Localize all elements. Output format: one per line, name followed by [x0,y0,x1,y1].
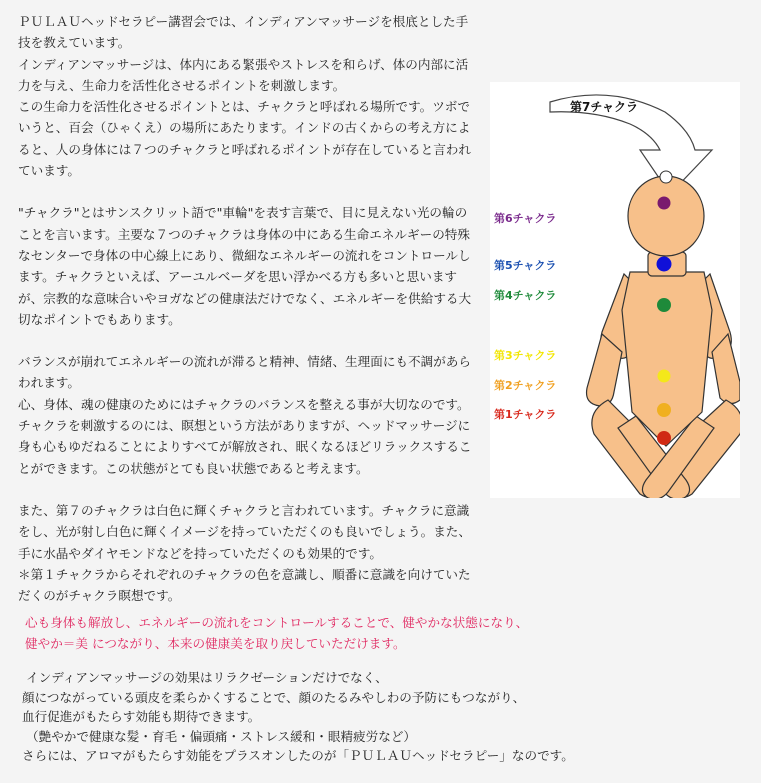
intro-paragraph [18,11,490,181]
balance-paragraph [18,351,490,479]
text-line: 健やか＝美 につながり、本来の健康美を取り戻していただけます。 [25,636,406,652]
chakra-2-dot [657,403,671,417]
text-line: 技を教えています。 [18,35,131,51]
text-line: 血行促進がもたらす効能も期待できます。 [22,709,261,725]
text-line: 力を与え、生命力を活性化させるポイントを刺激します。 [18,77,346,93]
seventh-chakra-paragraph [18,500,490,606]
chakra-1-label: 第1チャクラ [494,408,557,421]
text-line: をし、光が射し白色に輝くイメージを持っていただくのも良いでしょう。また、 [18,524,471,540]
chakra-5-label: 第5チャクラ [494,259,557,272]
text-line: 身も心もゆだねることによりすべてが解放され、眠くなるほどリラックスするこ [18,439,472,455]
text-line: だくのがチャクラ瞑想です。 [18,588,181,604]
text-line: 顔につながっている頭皮を柔らかくすることで、顔のたるみやしわの予防にもつながり、 [22,689,526,705]
text-line: インディアンマッサージは、体内にある緊張やストレスを和らげ、体の内部に活 [18,56,469,72]
text-line: 心も身体も解放し、エネルギーの流れをコントロールすることで、健やかな状態になり、 [25,615,529,630]
chakra-5-dot [657,257,672,272]
text-line: ています。 [18,163,80,179]
chakra-7-label: 第7チャクラ [570,100,638,114]
chakra-6-label: 第6チャクラ [494,212,557,225]
text-line: とができます。この状態がとても良い状態であると考えます。 [18,460,369,476]
head [628,176,704,256]
effects-text [18,668,738,766]
text-line: 切なポイントでもあります。 [18,311,181,327]
text-line: ことを言います。主要な７つのチャクラは身体の中にある生命エネルギーの特殊 [18,226,470,242]
text-line: が、宗教的な意味合いやヨガなどの健康法だけでなく、エネルギーを供給する大 [18,290,472,306]
chakra-4-dot [657,298,671,312]
chakra-6-dot [658,197,671,210]
main-text [18,11,490,606]
chakra-4-label: 第4チャクラ [494,289,557,302]
highlight-text [25,612,725,655]
text-line: 手に水晶やダイヤモンドなどを持っていただくのも効果的です。 [18,545,382,561]
text-line: なセンターで身体の中心線上にあり、微細なエネルギーの流れをコントロールし [18,247,471,263]
chakra-7-dot [660,171,672,183]
text-line: バランスが崩れてエネルギーの流れが滞ると精神、情緒、生理面にも不調があら [18,354,471,370]
text-line: ＰＵＬＡＵヘッドセラピー講習会では、インディアンマッサージを根底とした手 [18,14,469,29]
text-line: インディアンマッサージの効果はリラクゼーションだけでなく、 [26,670,388,685]
text-line: ると、人の身体には７つのチャクラと呼ばれるポイントが存在していると言われ [18,141,471,157]
chakra-1-dot [657,431,671,445]
chakra-3-dot [658,370,671,383]
text-line: また、第７のチャクラは白色に輝くチャクラと言われています。チャクラに意識 [18,502,470,518]
text-line: ＊第１チャクラからそれぞれのチャクラの色を意識し、順番に意識を向けていた [18,566,471,582]
text-line: さらには、アロマがもたらす効能をプラスオンしたのが「ＰＵＬＡＵヘッドセラピー」なのです。 [22,748,574,764]
text-line: いうと、百会（ひゃくえ）の場所にあたります。インドの古くからの考え方によ [18,120,471,136]
text-line: われます。 [18,375,80,391]
text-line: チャクラを刺激するのには、瞑想という方法がありますが、ヘッドマッサージに [18,418,471,434]
chakra-diagram [490,82,740,498]
chakra-2-label: 第2チャクラ [494,379,557,392]
text-line: ます。チャクラといえば、アーユルベーダを思い浮かべる方も多いと思います [18,269,458,285]
text-line: （艶やかで健康な髪・育毛・偏頭痛・ストレス緩和・眼精疲労など） [26,728,417,744]
text-line: "チャクラ"とはサンスクリット語で"車輪"を表す言葉で、目に見えない光の輪の [18,205,468,221]
text-line: この生命力を活性化させるポイントとは、チャクラと呼ばれる場所です。ツボで [18,99,470,115]
chakra-3-label: 第3チャクラ [494,349,557,362]
text-line: 心、身体、魂の健康のためにはチャクラのバランスを整える事が大切なのです。 [18,396,470,412]
chakra-definition-paragraph [18,202,490,330]
